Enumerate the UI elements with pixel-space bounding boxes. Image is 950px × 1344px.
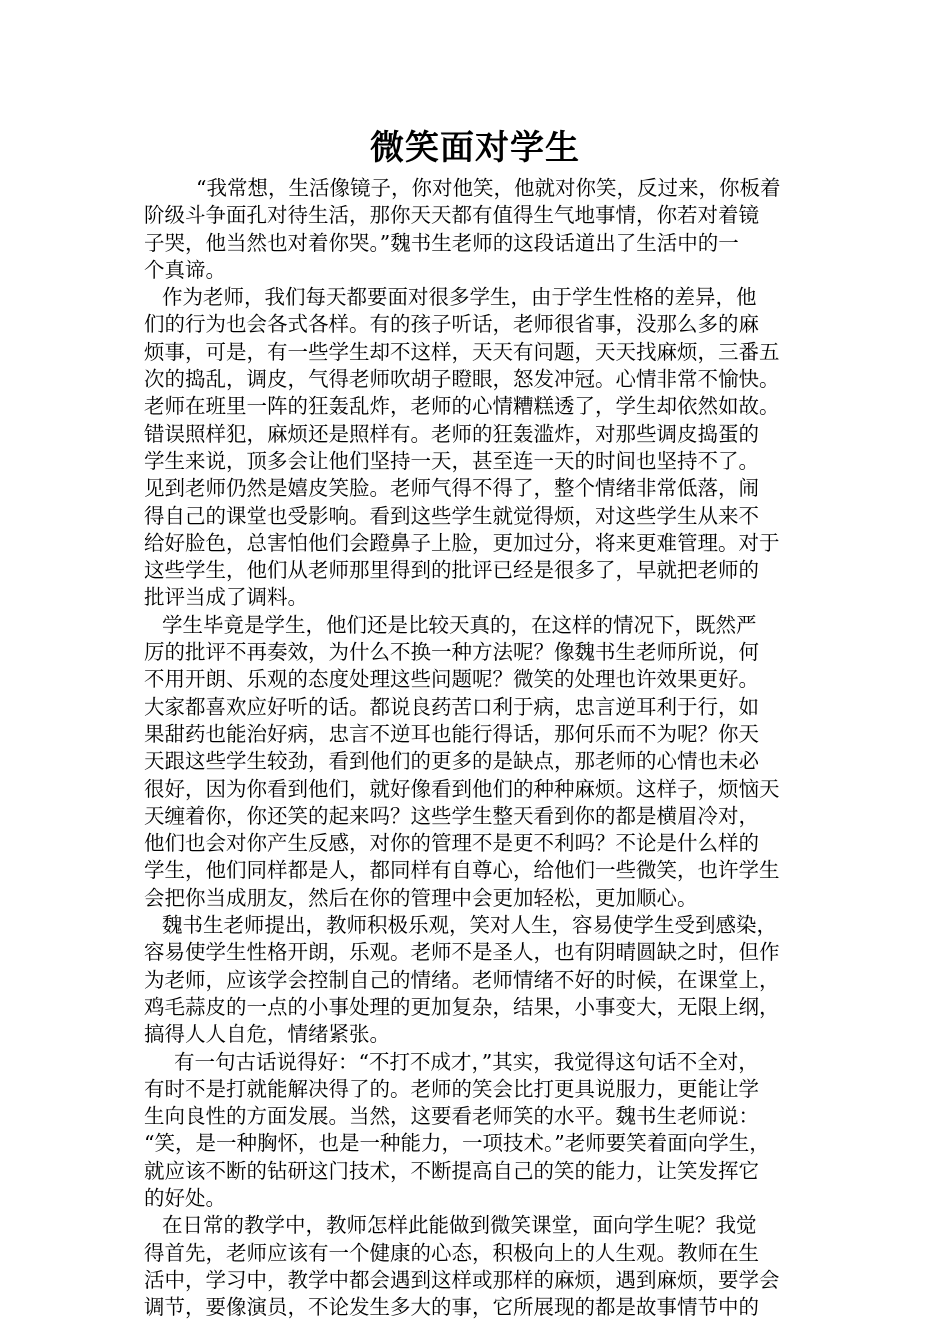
body-line: 见到老师仍然是嬉皮笑脸。老师气得不得了，整个情绪非常低落，闹	[144, 476, 759, 501]
body-line: 批评当成了调料。	[144, 585, 308, 610]
body-line: 烦事，可是，有一些学生却不这样，天天有问题，天天找麻烦，三番五	[144, 339, 780, 364]
body-line: 大家都喜欢应好听的话。都说良药苦口利于病，忠言逆耳利于行，如	[144, 694, 759, 719]
body-line: 很好，因为你看到他们，就好像看到他们的种种麻烦。这样子，烦恼天	[144, 776, 780, 801]
body-line: 鸡毛蒜皮的一点的小事处理的更加复杂，结果，小事变大，无限上纲，	[144, 994, 780, 1019]
body-line: 天跟这些学生较劲，看到他们的更多的是缺点，那老师的心情也未必	[144, 749, 759, 774]
body-line: 得首先，老师应该有一个健康的心态，积极向上的人生观。教师在生	[144, 1240, 759, 1265]
body-line: “笑，是一种胸怀，也是一种能力，一项技术。”老师要笑着面向学生，	[144, 1131, 770, 1156]
body-line: 老师在班里一阵的狂轰乱炸，老师的心情糟糕透了，学生却依然如故。	[144, 394, 780, 419]
body-line: 活中，学习中，教学中都会遇到这样或那样的麻烦，遇到麻烦，要学会	[144, 1267, 780, 1292]
body-line: 有一句古话说得好：“不打不成才，”其实，我觉得这句话不全对，	[174, 1049, 759, 1074]
body-line: 阶级斗争面孔对待生活，那你天天都有值得生气地事情，你若对着镜	[144, 203, 759, 228]
body-line: 学生来说，顶多会让他们坚持一天，甚至连一天的时间也坚持不了。	[144, 448, 759, 473]
body-line: 为老师，应该学会控制自己的情绪。老师情绪不好的时候，在课堂上，	[144, 967, 780, 992]
body-line: 得自己的课堂也受影响。看到这些学生就觉得烦，对这些学生从来不	[144, 503, 759, 528]
body-line: 不用开朗、乐观的态度处理这些问题呢？微笑的处理也许效果更好。	[144, 667, 759, 692]
body-line: 学生，他们同样都是人，都同样有自尊心，给他们一些微笑，也许学生	[144, 858, 780, 883]
body-line: 的好处。	[144, 1185, 226, 1210]
body-line: 错误照样犯，麻烦还是照样有。老师的狂轰滥炸，对那些调皮捣蛋的	[144, 421, 759, 446]
body-line: 有时不是打就能解决得了的。老师的笑会比打更具说服力，更能让学	[144, 1076, 759, 1101]
body-line: 魏书生老师提出，教师积极乐观，笑对人生，容易使学生受到感染，	[162, 913, 777, 938]
body-line: 他们也会对你产生反感，对你的管理不是更不利吗？不论是什么样的	[144, 831, 759, 856]
body-line: 给好脸色，总害怕他们会蹬鼻子上脸，更加过分，将来更难管理。对于	[144, 530, 780, 555]
body-line: 学生毕竟是学生，他们还是比较天真的，在这样的情况下，既然严	[162, 612, 757, 637]
body-line: 这些学生，他们从老师那里得到的批评已经是很多了，早就把老师的	[144, 558, 759, 583]
body-line: 生向良性的方面发展。当然，这要看老师笑的水平。魏书生老师说：	[144, 1104, 759, 1129]
body-line: 在日常的教学中，教师怎样此能做到微笑课堂，面向学生呢？我觉	[162, 1213, 757, 1238]
body-line: 次的捣乱，调皮，气得老师吹胡子瞪眼，怒发冲冠。心情非常不愉快。	[144, 367, 780, 392]
body-line: 子哭，他当然也对着你哭。”魏书生老师的这段话道出了生活中的一	[144, 230, 739, 255]
body-line: 们的行为也会各式各样。有的孩子听话，老师很省事，没那么多的麻	[144, 312, 759, 337]
body-line: 搞得人人自危，情绪紧张。	[144, 1022, 390, 1047]
document-title: 微笑面对学生	[370, 128, 580, 168]
body-line: 就应该不断的钻研这门技术，不断提高自己的笑的能力，让笑发挥它	[144, 1158, 759, 1183]
body-line: “我常想，生活像镜子，你对他笑，他就对你笑，反过来，你板着	[196, 176, 781, 200]
document-body	[144, 175, 824, 1321]
body-line: 作为老师，我们每天都要面对很多学生，由于学生性格的差异，他	[162, 285, 757, 310]
body-line: 个真谛。	[144, 257, 226, 282]
body-line: 果甜药也能治好病，忠言不逆耳也能行得话，那何乐而不为呢？你天	[144, 721, 759, 746]
body-line: 会把你当成朋友，然后在你的管理中会更加轻松，更加顺心。	[144, 885, 698, 910]
body-line: 调节，要像演员，不论发生多大的事，它所展现的都是故事情节中的	[144, 1295, 759, 1320]
body-line: 天缠着你，你还笑的起来吗？这些学生整天看到你的都是横眉冷对，	[144, 803, 759, 828]
body-line: 厉的批评不再奏效，为什么不换一种方法呢？像魏书生老师所说，何	[144, 640, 759, 665]
body-line: 容易使学生性格开朗，乐观。老师不是圣人，也有阴晴圆缺之时，但作	[144, 940, 780, 965]
